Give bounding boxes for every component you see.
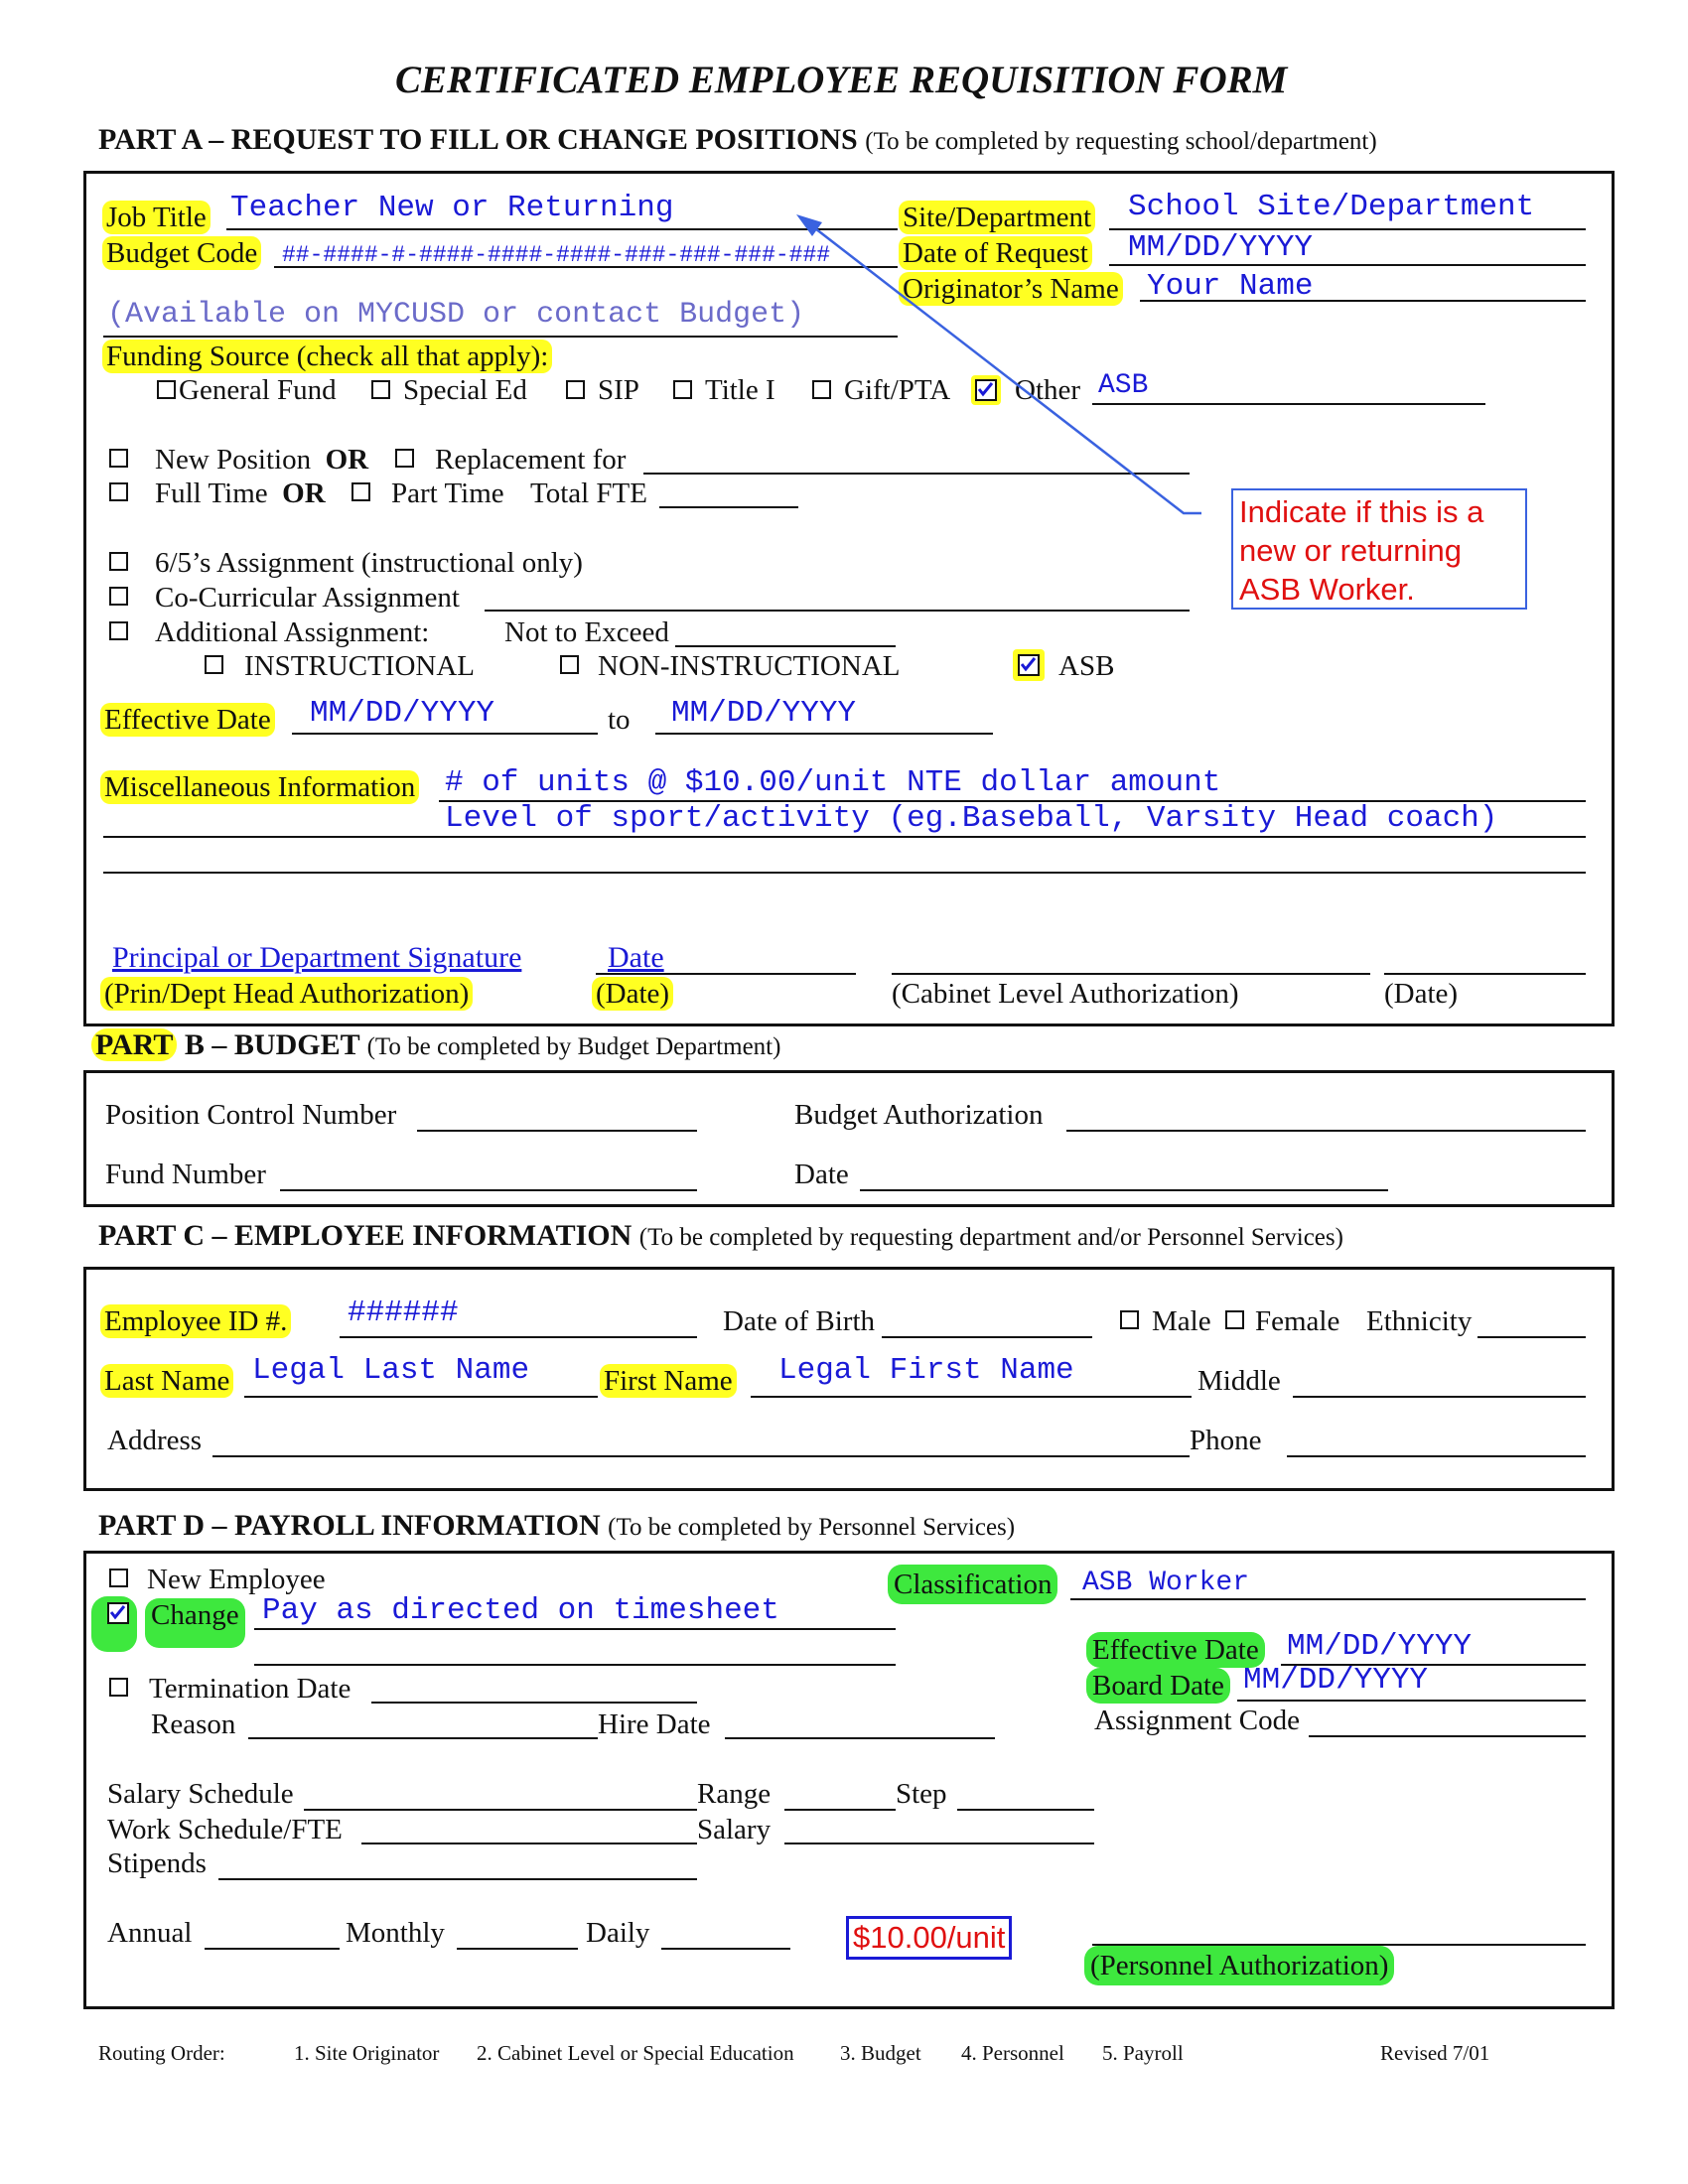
part-d-heading xyxy=(98,1509,1015,1543)
check-mark-icon-3 xyxy=(109,1604,126,1621)
part-a-note: (To be completed by requesting school/department) xyxy=(865,128,1377,155)
change-field[interactable]: Pay as directed on timesheet xyxy=(262,1593,779,1628)
routing-step-4: 4. Personnel xyxy=(961,2041,1064,2065)
part-b-note: (To be completed by Budget Department) xyxy=(366,1033,781,1060)
new-position-checkbox[interactable] xyxy=(109,449,128,468)
budget-code-label: Budget Code xyxy=(102,236,261,270)
stipends-label: Stipends xyxy=(107,1847,207,1879)
new-position-text: New Position xyxy=(155,444,312,476)
special-ed-label: Special Ed xyxy=(403,374,527,406)
site-label: Site/Department xyxy=(899,201,1095,234)
other-field[interactable]: ASB xyxy=(1098,370,1149,401)
salary-schedule-label: Salary Schedule xyxy=(107,1778,294,1810)
replacement-label: Replacement for xyxy=(435,444,627,476)
instructional-label: INSTRUCTIONAL xyxy=(244,650,475,682)
monthly-label: Monthly xyxy=(346,1917,445,1949)
routing-label: Routing Order: xyxy=(98,2041,225,2065)
gift-pta-label: Gift/PTA xyxy=(844,374,951,406)
first-name-field[interactable]: Legal First Name xyxy=(778,1353,1074,1388)
additional-assignment-checkbox[interactable] xyxy=(109,621,128,640)
to-label: to xyxy=(608,704,631,736)
work-schedule-label: Work Schedule/FTE xyxy=(107,1814,343,1845)
effective-to-field[interactable]: MM/DD/YYYY xyxy=(671,696,857,731)
part-d-title: PART D – PAYROLL INFORMATION xyxy=(98,1509,601,1542)
replacement-checkbox[interactable] xyxy=(395,449,414,468)
change-checkbox[interactable] xyxy=(107,1602,129,1624)
ethnicity-label: Ethnicity xyxy=(1366,1305,1473,1337)
budget-date-label: Date xyxy=(794,1159,849,1190)
range-label: Range xyxy=(697,1778,772,1810)
first-name-label: First Name xyxy=(600,1364,737,1398)
dob-label: Date of Birth xyxy=(723,1305,876,1337)
full-time-checkbox[interactable] xyxy=(109,482,128,501)
non-instructional-label: NON-INSTRUCTIONAL xyxy=(598,650,901,682)
new-position-label xyxy=(155,443,368,477)
misc-line-2[interactable]: Level of sport/activity (eg.Baseball, Varsity Head coach) xyxy=(445,801,1498,836)
assign-65-label: 6/5’s Assignment (instructional only) xyxy=(155,547,583,579)
non-instructional-checkbox[interactable] xyxy=(560,655,579,674)
principal-signature-link[interactable]: Principal or Department Signature xyxy=(112,941,522,974)
annotation-note: Indicate if this is a new or returning ASB Worker. xyxy=(1231,488,1527,610)
general-fund-checkbox[interactable] xyxy=(157,380,176,399)
budget-code-field[interactable]: ##-####-#-####-####-####-###-###-###-### xyxy=(282,242,831,268)
prin-auth-label: (Prin/Dept Head Authorization) xyxy=(100,977,473,1011)
last-name-label: Last Name xyxy=(100,1364,233,1398)
or-text: OR xyxy=(325,444,369,476)
assignment-code-label: Assignment Code xyxy=(1094,1705,1301,1736)
instructional-checkbox[interactable] xyxy=(205,655,223,674)
part-c-note: (To be completed by requesting department and/or Personnel Services) xyxy=(638,1224,1343,1251)
payroll-effective-field[interactable]: MM/DD/YYYY xyxy=(1287,1629,1473,1664)
other-label: Other xyxy=(1015,374,1081,406)
male-label: Male xyxy=(1152,1305,1211,1337)
routing-step-1: 1. Site Originator xyxy=(294,2041,440,2065)
prin-date-label: (Date) xyxy=(592,977,673,1011)
misc-info-label: Miscellaneous Information xyxy=(100,770,419,804)
originator-field[interactable]: Your Name xyxy=(1147,269,1314,304)
part-a-title: PART A – REQUEST TO FILL OR CHANGE POSITIONS xyxy=(98,123,858,156)
date-of-request-label: Date of Request xyxy=(899,236,1092,270)
site-field[interactable]: School Site/Department xyxy=(1128,190,1535,224)
part-b-box xyxy=(83,1070,1615,1207)
full-time-text: Full Time xyxy=(155,478,268,509)
personnel-auth-label: (Personnel Authorization) xyxy=(1084,1946,1394,1985)
board-date-field[interactable]: MM/DD/YYYY xyxy=(1243,1663,1429,1698)
part-c-heading xyxy=(98,1219,1343,1253)
originator-label: Originator’s Name xyxy=(899,272,1123,306)
hire-date-label: Hire Date xyxy=(598,1708,711,1740)
title-i-checkbox[interactable] xyxy=(673,380,692,399)
termination-label: Termination Date xyxy=(149,1673,352,1705)
cabinet-date-label: (Date) xyxy=(1384,978,1459,1010)
part-time-checkbox[interactable] xyxy=(352,482,370,501)
part-time-label: Part Time xyxy=(391,478,504,509)
classification-field[interactable]: ASB Worker xyxy=(1082,1568,1250,1598)
cabinet-auth-label: (Cabinet Level Authorization) xyxy=(892,978,1239,1010)
funding-source-label: Funding Source (check all that apply): xyxy=(102,340,552,373)
total-fte-label: Total FTE xyxy=(530,478,647,509)
new-employee-checkbox[interactable] xyxy=(109,1569,128,1587)
part-a-heading xyxy=(98,123,1377,157)
routing-step-2: 2. Cabinet Level or Special Education xyxy=(477,2041,794,2065)
part-b-heading xyxy=(91,1028,780,1062)
not-to-exceed-label: Not to Exceed xyxy=(504,616,669,648)
rate-box: $10.00/unit xyxy=(846,1916,1012,1960)
asb-label: ASB xyxy=(1058,650,1115,682)
last-name-field[interactable]: Legal Last Name xyxy=(252,1353,530,1388)
middle-label: Middle xyxy=(1197,1365,1281,1397)
employee-id-label: Employee ID #. xyxy=(100,1304,291,1338)
step-label: Step xyxy=(896,1778,947,1810)
effective-from-field[interactable]: MM/DD/YYYY xyxy=(310,696,495,731)
signature-date-link[interactable]: Date xyxy=(608,941,664,974)
fund-number-label: Fund Number xyxy=(105,1159,266,1190)
budget-code-hint: (Available on MYCUSD or contact Budget) xyxy=(107,298,805,332)
title-i-label: Title I xyxy=(705,374,775,406)
reason-label: Reason xyxy=(151,1708,236,1740)
daily-label: Daily xyxy=(586,1917,650,1949)
full-time-label xyxy=(155,477,326,510)
misc-line-1[interactable]: # of units @ $10.00/unit NTE dollar amount xyxy=(445,765,1221,800)
board-date-label: Board Date xyxy=(1086,1668,1230,1704)
asb-checkbox[interactable] xyxy=(1018,654,1040,676)
general-fund-label: General Fund xyxy=(179,374,337,406)
female-checkbox[interactable] xyxy=(1225,1310,1244,1329)
sip-label: SIP xyxy=(598,374,639,406)
position-control-label: Position Control Number xyxy=(105,1099,397,1131)
date-of-request-field[interactable]: MM/DD/YYYY xyxy=(1128,230,1314,265)
female-label: Female xyxy=(1255,1305,1340,1337)
annotation-arrow-icon xyxy=(784,199,1241,526)
salary-label: Salary xyxy=(697,1814,772,1845)
part-b-title: B – BUDGET xyxy=(177,1028,360,1061)
assign-65-checkbox[interactable] xyxy=(109,552,128,571)
routing-step-5: 5. Payroll xyxy=(1102,2041,1184,2065)
form-title: CERTIFICATED EMPLOYEE REQUISITION FORM xyxy=(395,59,1288,101)
job-title-label: Job Title xyxy=(102,201,211,234)
payroll-effective-label: Effective Date xyxy=(1086,1632,1265,1668)
additional-assignment-label: Additional Assignment: xyxy=(155,616,430,648)
revised-label: Revised 7/01 xyxy=(1380,2041,1490,2065)
male-checkbox[interactable] xyxy=(1120,1310,1139,1329)
or-text-2: OR xyxy=(282,478,326,509)
co-curricular-checkbox[interactable] xyxy=(109,587,128,606)
employee-id-field[interactable]: ###### xyxy=(348,1296,459,1330)
termination-checkbox[interactable] xyxy=(109,1678,128,1697)
co-curricular-label: Co-Curricular Assignment xyxy=(155,582,460,614)
classification-label: Classification xyxy=(888,1565,1057,1604)
part-c-title: PART C – EMPLOYEE INFORMATION xyxy=(98,1219,633,1252)
part-b-part: PART xyxy=(91,1028,177,1061)
phone-label: Phone xyxy=(1190,1425,1262,1456)
new-employee-label: New Employee xyxy=(147,1564,326,1595)
special-ed-checkbox[interactable] xyxy=(371,380,390,399)
change-label: Change xyxy=(145,1598,245,1648)
check-mark-icon-2 xyxy=(1020,656,1037,673)
budget-auth-label: Budget Authorization xyxy=(794,1099,1044,1131)
sip-checkbox[interactable] xyxy=(566,380,585,399)
effective-date-label: Effective Date xyxy=(100,703,275,737)
address-label: Address xyxy=(107,1425,203,1456)
part-d-note: (To be completed by Personnel Services) xyxy=(608,1514,1016,1541)
routing-step-3: 3. Budget xyxy=(840,2041,921,2065)
annual-label: Annual xyxy=(107,1917,193,1949)
job-title-field[interactable]: Teacher New or Returning xyxy=(230,191,674,225)
